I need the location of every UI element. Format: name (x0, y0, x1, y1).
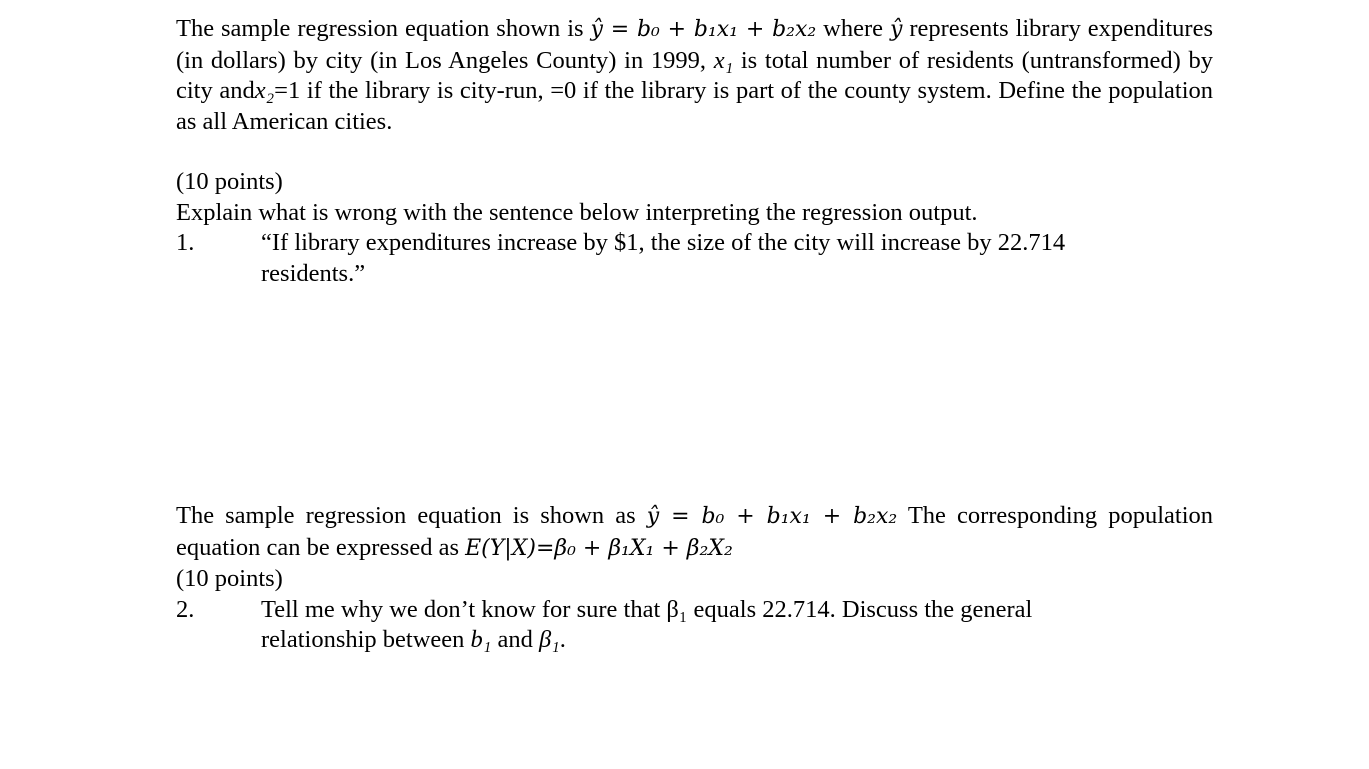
q2-paragraph (176, 501, 1213, 564)
q2-sample-equation: ŷ = b₀ + b₁x₁ + b₂x₂ (646, 504, 898, 529)
q1-quote: “If library expenditures increase by $1, the size of the city will increase by 22.714 residents.” (261, 229, 1066, 287)
sample-regression-equation: ŷ = b₀ + b₁x₁ + b₂x₂ (590, 17, 817, 42)
q2-text-1: The sample regression equation is shown as (176, 502, 636, 529)
intro-text-4: is total number of residents (untransformed) by city and (176, 46, 1214, 104)
q2-and: and (497, 626, 533, 653)
q1-points: (10 points) (176, 168, 283, 195)
x2-symbol: x₂ (254, 77, 275, 104)
q2-number: 2. (176, 595, 195, 623)
q2-item (176, 595, 1213, 656)
y-hat-symbol: ŷ (889, 17, 903, 42)
q2-text-2: The corresponding population equation can be expressed as (176, 502, 1213, 561)
document-page (176, 14, 1213, 656)
x1-symbol: x₁ (713, 46, 734, 74)
population-equation: E(Y|X)=β₀ + β₁X₁ + β₂X₂ (465, 535, 733, 561)
intro-text-2: where (823, 15, 883, 42)
q1-item (176, 228, 1213, 289)
q1-number: 1. (176, 229, 195, 256)
intro-paragraph (176, 14, 1213, 137)
q2-points: (10 points) (176, 565, 283, 592)
b1-symbol: b₁ (470, 626, 492, 653)
intro-text-1: The sample regression equation shown is (176, 15, 584, 42)
beta1-symbol: β₁ (538, 626, 560, 653)
q2-question-text: Tell me why we don’t know for sure that β₁ equals 22.714. Discuss the general relationship between (261, 595, 1033, 653)
intro-text-3: represents library expenditures (in dollars) by city (in Los Angeles County) in 1999, (176, 15, 1213, 74)
intro-text-5: =1 if the library is city-run, =0 if the library is part of the county system. Define the population as all American cities. (176, 77, 1213, 135)
q2-question (261, 595, 1111, 656)
q2-period: . (559, 626, 566, 653)
q1-instruction: Explain what is wrong with the sentence below interpreting the regression output. (176, 198, 978, 226)
